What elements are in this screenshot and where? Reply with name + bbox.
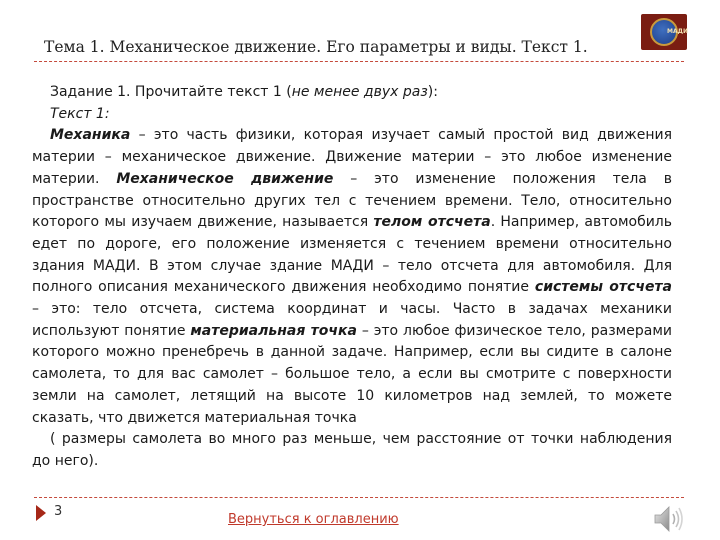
page-title: Тема 1. Механическое движение. Его параметры и виды. Текст 1.	[44, 38, 588, 56]
term-mechanical-motion: Механическое движение	[116, 170, 334, 187]
speaker-icon[interactable]	[652, 503, 686, 535]
task-line	[32, 82, 672, 104]
main-paragraph	[32, 125, 672, 429]
term-reference-body: телом отсчета	[373, 214, 491, 231]
lesson-text	[32, 82, 672, 473]
paragraph-part-1: – это часть физики, которая изучает самый простой вид движения материи – механическое движение. Движение материи – это любое изменение материи.	[32, 127, 672, 187]
term-material-point: материальная точка	[190, 322, 357, 339]
task-suffix: ):	[427, 84, 438, 100]
term-mechanics: Механика	[50, 127, 131, 144]
term-reference-system: системы отсчета	[534, 279, 672, 296]
paragraph-part-5: – это любое физическое тело, размерами которого можно пренебречь в данной задаче. Например, если вы сидите в салоне самолета, то для вас самолет – большое тело, а если вы смотрите с поверхности земли на самолет, летящий на высоте 10 километров над землей, то можете сказать, что движется материальная точка	[32, 322, 672, 426]
header-divider	[34, 61, 684, 62]
arrow-right-icon[interactable]	[36, 505, 46, 521]
paragraph-part-3: . Например, автомобиль едет по дороге, его положение изменяется с течением времени относительно здания МАДИ. В этом случае здание МАДИ – тело отсчета для автомобиля. Для полного описания механического движения необходимо понятие	[32, 214, 673, 296]
logo-text: МАДИ	[667, 28, 688, 35]
task-italic: не менее двух раз	[291, 84, 428, 100]
paragraph-part-4: – это: тело отсчета, система координат и часы. Часто в задачах механики используют понятие	[32, 301, 672, 339]
back-to-contents-link[interactable]: Вернуться к оглавлению	[228, 512, 399, 527]
page-number: 3	[54, 504, 63, 519]
madi-logo-icon	[641, 14, 687, 50]
footer-divider	[34, 497, 684, 498]
text-heading: Текст 1:	[50, 105, 110, 122]
task-prefix: Задание 1. Прочитайте текст 1 (	[50, 84, 292, 100]
paragraph-part-2: – это изменение положения тела в пространстве относительно других тел с течением времени. Тело, относительно которого мы изучаем движение, называется	[32, 170, 672, 231]
note-paragraph: ( размеры самолета во много раз меньше, чем расстояние от точки наблюдения до него).	[32, 431, 672, 469]
